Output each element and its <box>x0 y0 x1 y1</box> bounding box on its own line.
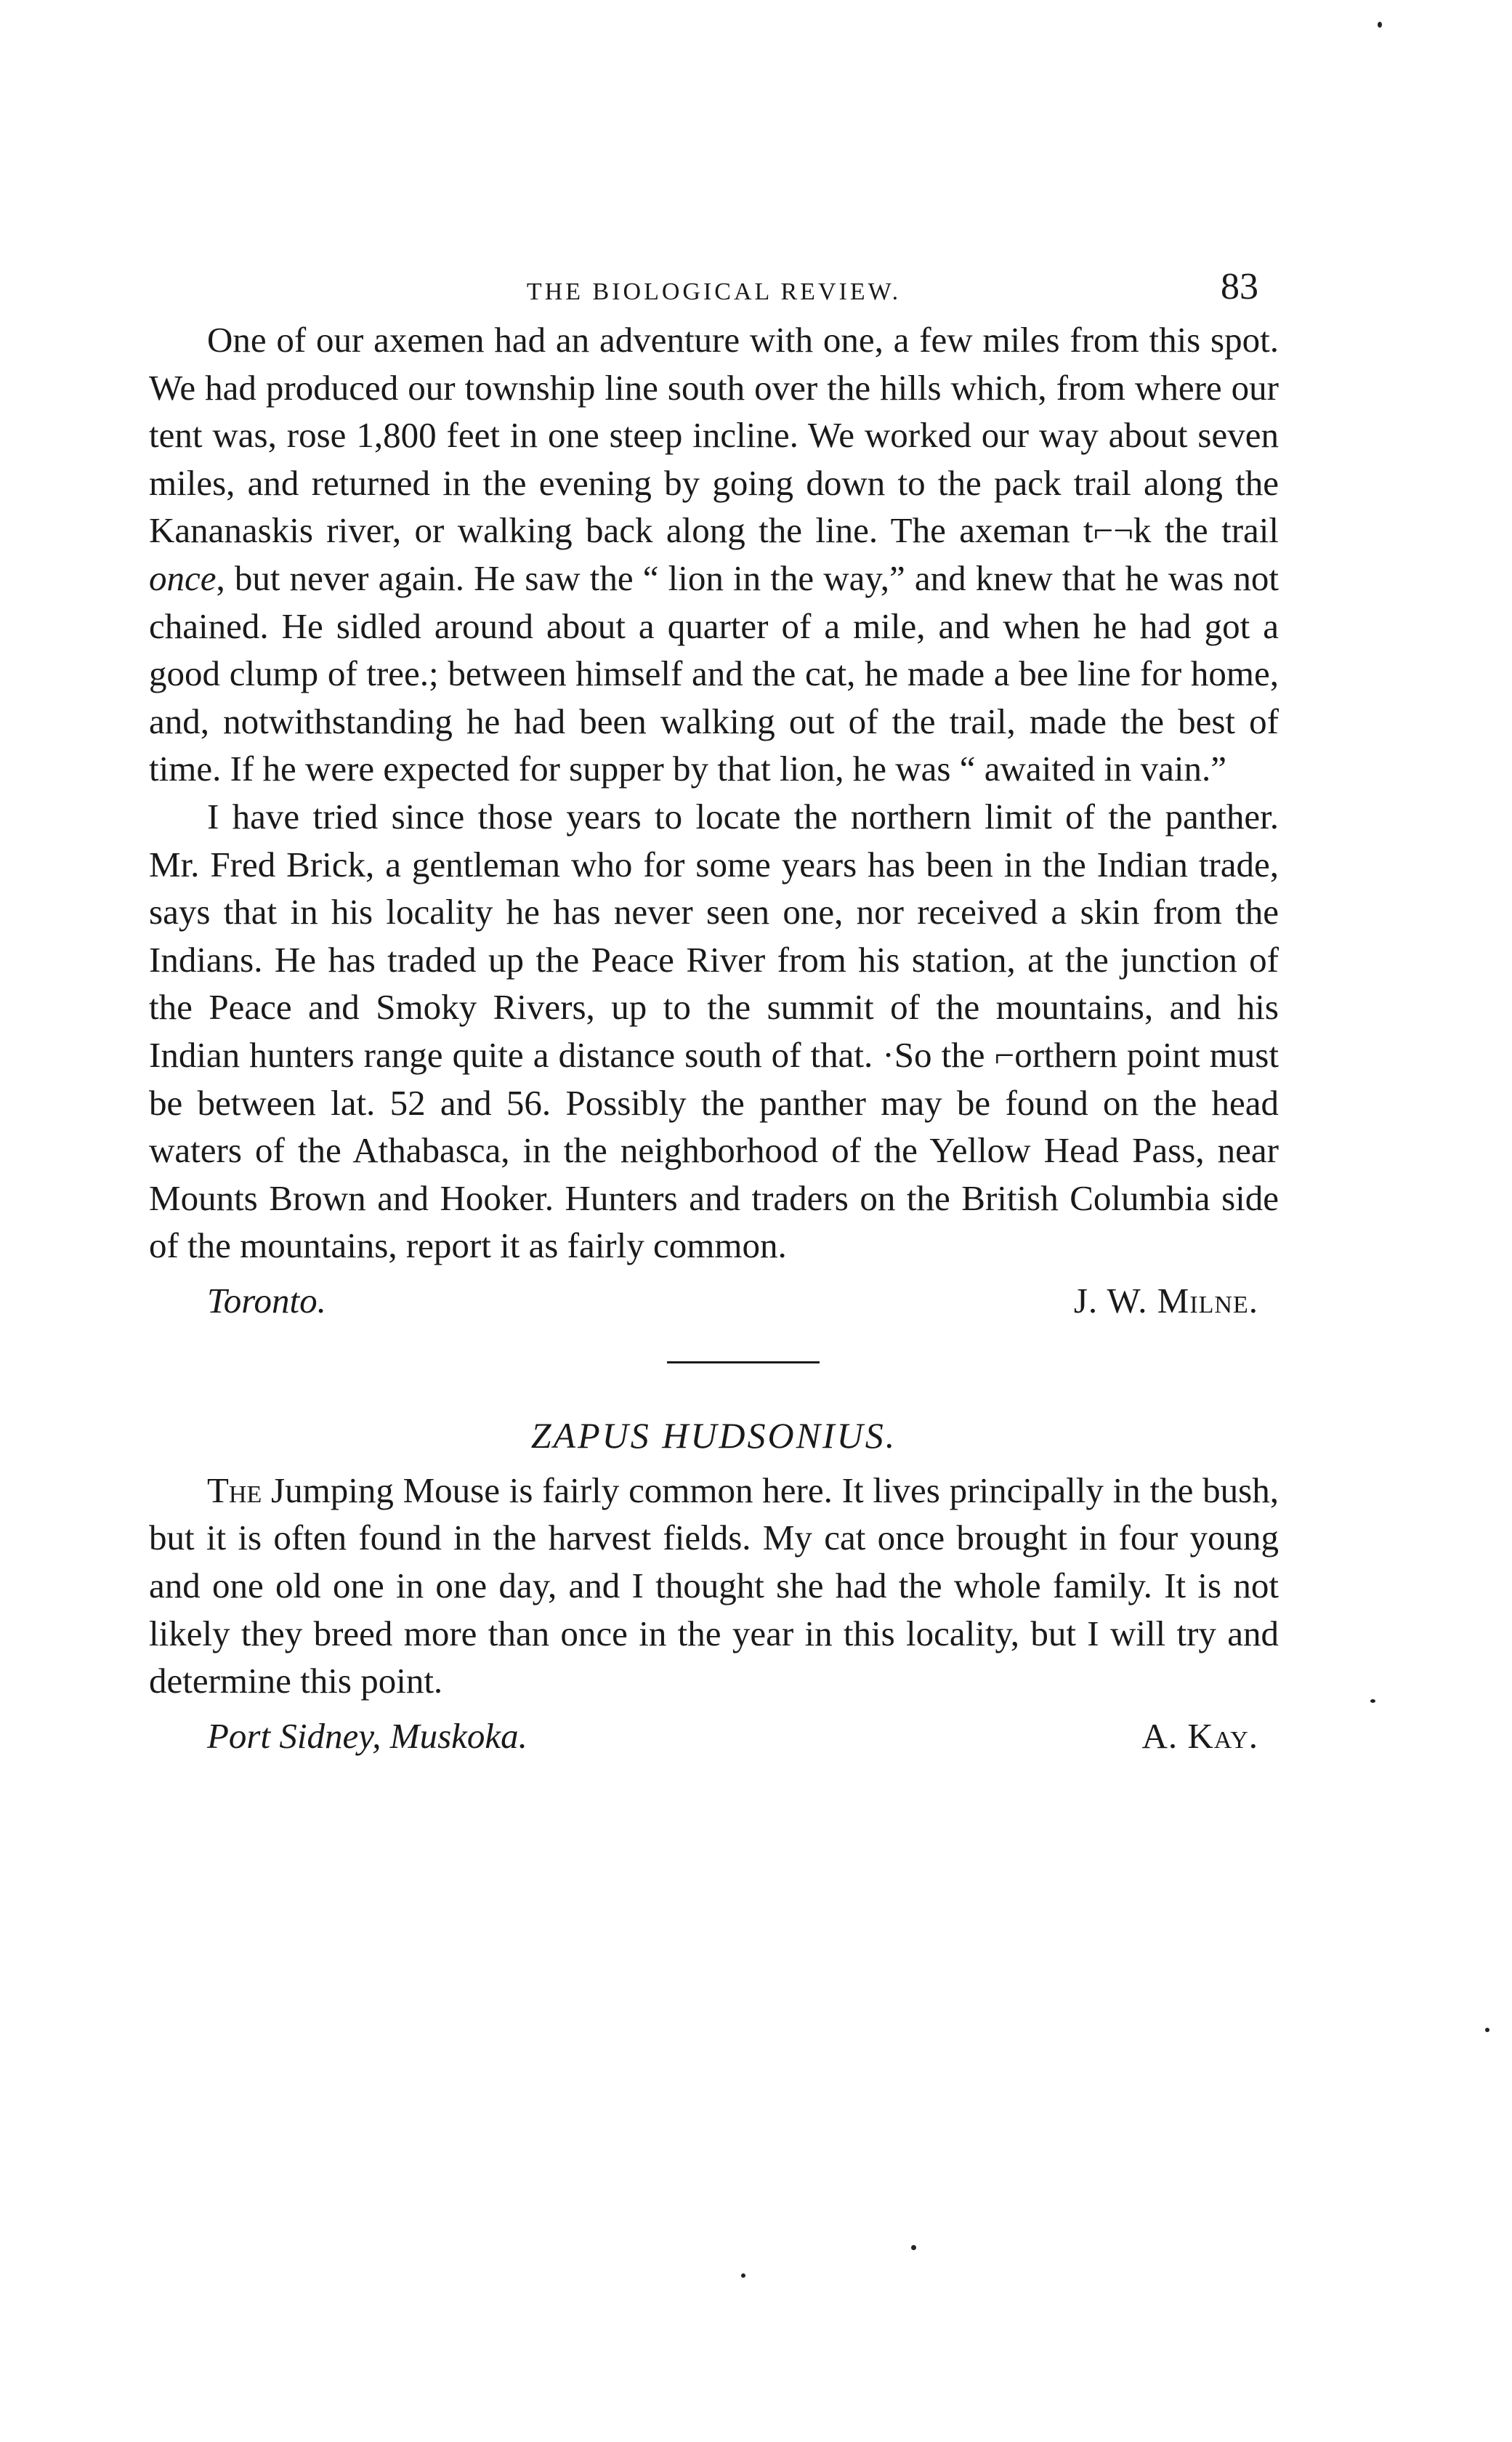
running-title: THE BIOLOGICAL REVIEW. <box>526 278 902 305</box>
article2-signature <box>149 1712 1279 1760</box>
running-head <box>149 265 1279 316</box>
section-divider <box>667 1361 820 1363</box>
article2-place: Port Sidney, Muskoka. <box>207 1715 527 1756</box>
article2-author: A. Kay. <box>1141 1715 1258 1756</box>
article1-paragraph2: I have tried since those years to locate the northern limit of the panther. Mr. Fred Brick, a gentleman who for some years has been in the Indian trade, says that in his locality he has never seen one, nor received a skin from the Indians. He has traded up the Peace River from his station, at the junction of the Peace and Smoky Rivers, up to the summit of the mountains, and his Indian hunters range quite a distance south of that. ·So the ⌐orthern point must be between lat. 52 and 56. Possibly the panther may be found on the head waters of the Athabasca, in the neighborhood of the Yellow Head Pass, near Mounts Brown and Hooker. Hunters and traders on the British Columbia side of the mountains, report it as fairly common. <box>149 796 1279 1266</box>
article1-place: Toronto. <box>207 1280 326 1321</box>
article2-lead-word: The <box>207 1470 262 1510</box>
article2-paragraph-text: Jumping Mouse is fairly common here. It lives principally in the bush, but it is often found in the harvest fields. My cat once brought in four young and one old one in one day, and I thought she had the whole family. It is not likely they breed more than once in the year in this locality, but I will try and determine this point. <box>149 1470 1279 1701</box>
page-number: 83 <box>1221 266 1258 307</box>
article2-title: ZAPUS HUDSONIUS. <box>530 1414 897 1456</box>
article2-paragraph <box>149 1467 1279 1705</box>
article1-paragraph1 <box>149 316 1279 793</box>
article1-italic-word: once <box>149 557 217 598</box>
page <box>149 265 1279 1760</box>
ink-speck <box>1378 22 1382 28</box>
ink-speck <box>1485 2028 1489 2032</box>
ink-speck <box>911 2245 916 2250</box>
article1-paragraph1-rest: , but never again. He saw the “ lion in the way,” and knew that he was not chained. He sidled around about a quarter of a mile, and when he had got a good clump of tree.; between himself and the cat, he made a bee line for home, and, notwithstanding he had been walking out of the trail, made the best of time. If he were expected for supper by that lion, he was “ awaited in vain.” <box>149 557 1279 789</box>
ink-speck <box>741 2273 745 2278</box>
article1-paragraph1-text: One of our axemen had an adventure with one, a few miles from this spot. We had produced our township line south over the hills which, from where our tent was, rose 1,800 feet in one steep incline. We worked our way about seven miles, and returned in the evening by going down to the pack trail along the Kananaskis river, or walking back along the line. The axeman t⌐¬k the trail <box>149 320 1279 551</box>
article1-signature <box>149 1277 1279 1325</box>
ink-speck <box>1370 1699 1375 1703</box>
article1-author: J. W. Milne. <box>1073 1280 1258 1321</box>
